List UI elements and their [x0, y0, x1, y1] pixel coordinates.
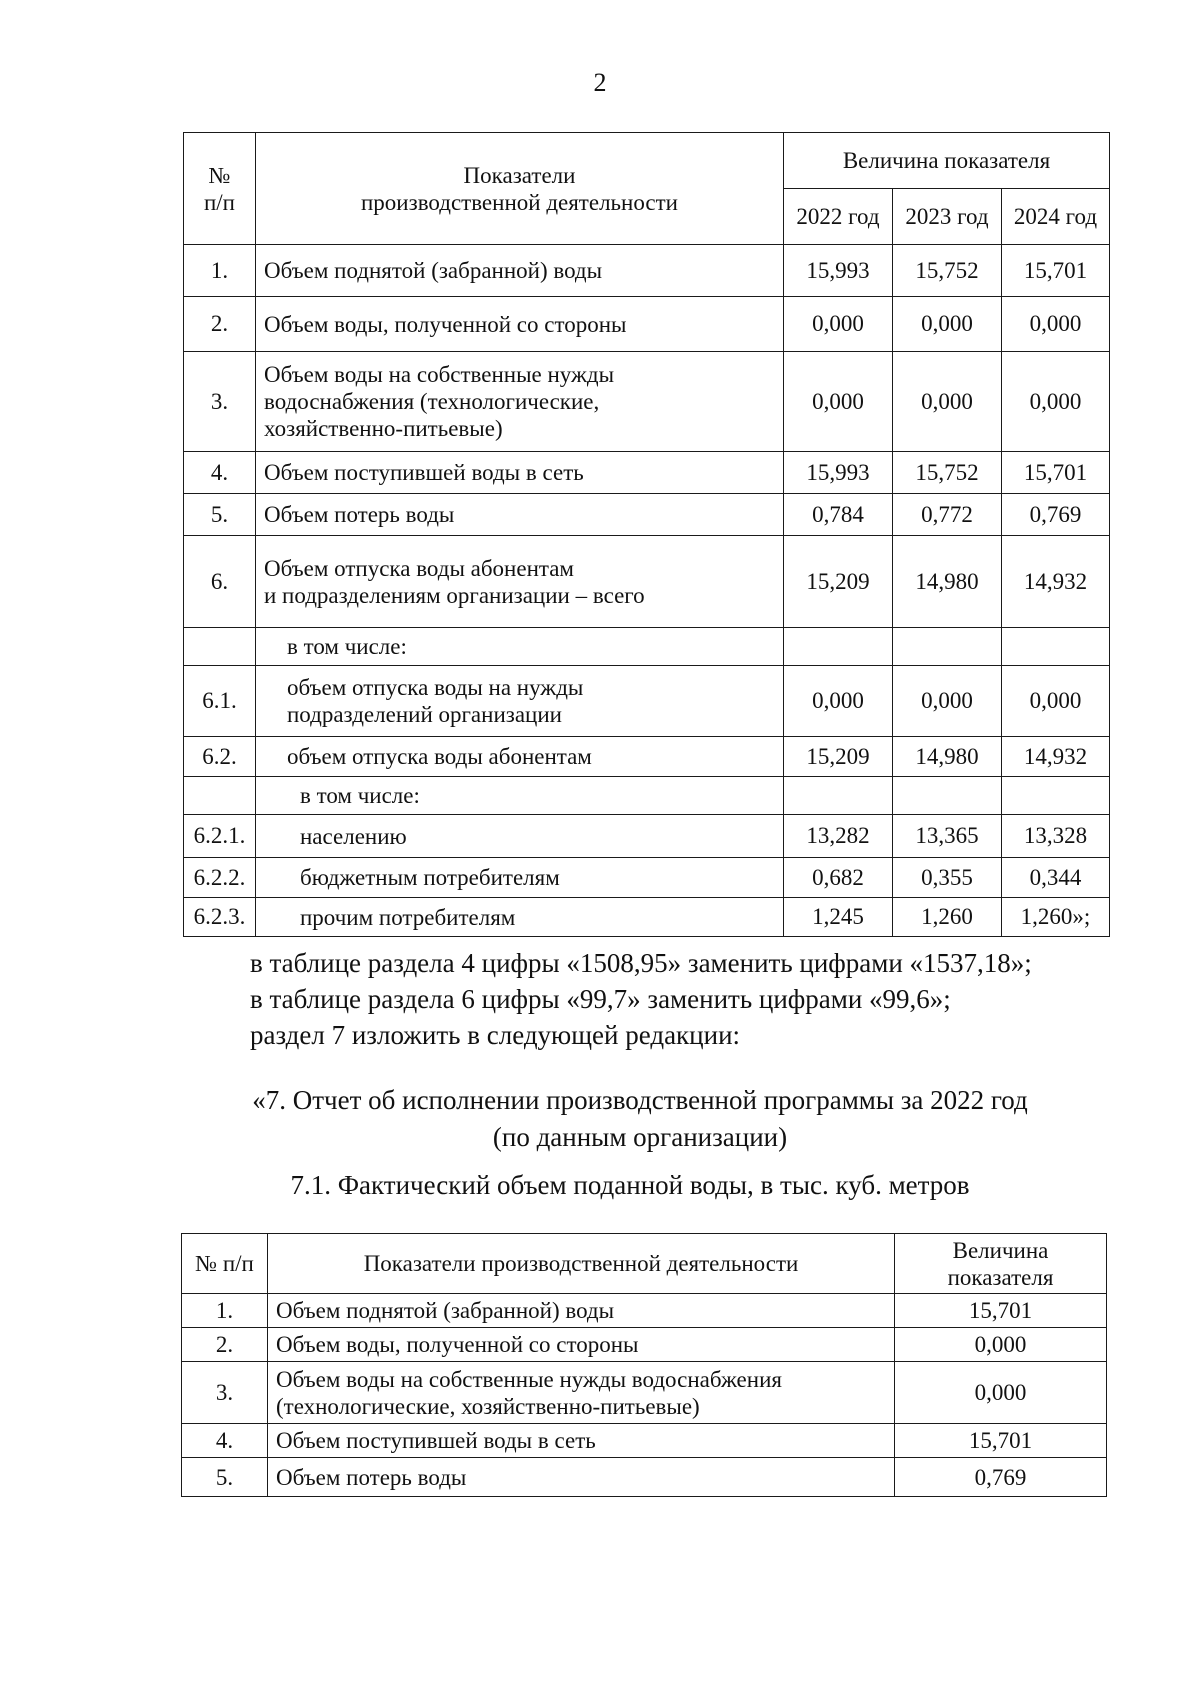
indicator-value: 15,701: [895, 1294, 1107, 1328]
indicator-name: Объем потерь воды: [256, 494, 784, 536]
table-row: [184, 815, 1110, 858]
indicator-value: 13,365: [893, 815, 1002, 858]
table-row: [184, 245, 1110, 297]
indicator-name: Объем воды на собственные нужды водоснабжения (технологические, хозяйственно-питьевые): [268, 1362, 895, 1424]
header-indicator-value: Величина показателя: [784, 133, 1110, 189]
amendment-paragraph: в таблице раздела 4 цифры «1508,95» заменить цифрами «1537,18»;: [250, 948, 1032, 978]
indicator-value: 14,980: [893, 737, 1002, 777]
indicator-value: [893, 777, 1002, 815]
table-row: [182, 1294, 1107, 1328]
indicator-value: 15,701: [1002, 245, 1110, 297]
indicator-name: объем отпуска воды на нужды подразделений организации: [256, 666, 784, 737]
table-row: [184, 628, 1110, 666]
indicator-name: Объем поднятой (забранной) воды: [268, 1294, 895, 1328]
indicator-value: 0,000: [893, 297, 1002, 352]
indicator-value: 15,209: [784, 536, 893, 628]
indicator-value: 0,000: [1002, 666, 1110, 737]
indicator-value: 15,993: [784, 452, 893, 494]
table-row: [184, 452, 1110, 494]
indicator-value: 15,993: [784, 245, 893, 297]
table-row: [184, 352, 1110, 452]
indicator-value: 0,000: [895, 1362, 1107, 1424]
header-num: № п/п: [184, 133, 256, 245]
table-row: [182, 1328, 1107, 1362]
indicator-name: прочим потребителям: [256, 898, 784, 937]
header-indicators: Показатели производственной деятельности: [256, 133, 784, 245]
actual-water-volume-table: [181, 1233, 1107, 1497]
row-number: [184, 628, 256, 666]
production-indicators-table: [183, 132, 1110, 937]
indicator-value: 1,260»;: [1002, 898, 1110, 937]
indicator-value: 0,769: [895, 1458, 1107, 1497]
row-number: 6.1.: [184, 666, 256, 737]
indicator-value: 0,000: [893, 352, 1002, 452]
table-row: [182, 1458, 1107, 1497]
indicator-value: 0,355: [893, 858, 1002, 898]
row-number: 6.2.2.: [184, 858, 256, 898]
page-number: 2: [593, 68, 607, 97]
indicator-value: 0,769: [1002, 494, 1110, 536]
row-number: 1.: [184, 245, 256, 297]
header-year: 2024 год: [1002, 189, 1110, 245]
row-number: 4.: [182, 1424, 268, 1458]
indicator-name: Объем поступившей воды в сеть: [268, 1424, 895, 1458]
indicator-value: 13,282: [784, 815, 893, 858]
indicator-value: 0,344: [1002, 858, 1110, 898]
table-row: [184, 666, 1110, 737]
row-number: 3.: [182, 1362, 268, 1424]
row-number: 4.: [184, 452, 256, 494]
indicator-value: 0,784: [784, 494, 893, 536]
amendment-paragraph: раздел 7 изложить в следующей редакции:: [250, 1020, 741, 1050]
header-num: № п/п: [182, 1234, 268, 1294]
indicator-value: 15,701: [1002, 452, 1110, 494]
indicator-name: Объем воды, полученной со стороны: [268, 1328, 895, 1362]
indicator-name: Объем поднятой (забранной) воды: [256, 245, 784, 297]
row-number: 6.: [184, 536, 256, 628]
indicator-name: в том числе:: [256, 777, 784, 815]
indicator-name: Объем отпуска воды абонентам и подразделениям организации – всего: [256, 536, 784, 628]
indicator-value: 15,752: [893, 245, 1002, 297]
indicator-value: 0,682: [784, 858, 893, 898]
table-row: [184, 297, 1110, 352]
indicator-name: Объем потерь воды: [268, 1458, 895, 1497]
indicator-value: 0,000: [784, 666, 893, 737]
table-row: [184, 777, 1110, 815]
indicator-name: бюджетным потребителям: [256, 858, 784, 898]
section-heading: «7. Отчет об исполнении производственной программы за 2022 год (по данным организации): [252, 1085, 1028, 1152]
indicator-value: 0,000: [784, 297, 893, 352]
table-row: [184, 898, 1110, 937]
indicator-name: в том числе:: [256, 628, 784, 666]
row-number: 5.: [184, 494, 256, 536]
indicator-value: 0,000: [784, 352, 893, 452]
row-number: 3.: [184, 352, 256, 452]
row-number: 2.: [182, 1328, 268, 1362]
indicator-value: 14,932: [1002, 536, 1110, 628]
indicator-name: населению: [256, 815, 784, 858]
indicator-value: 15,752: [893, 452, 1002, 494]
row-number: [184, 777, 256, 815]
row-number: 2.: [184, 297, 256, 352]
indicator-name: Объем поступившей воды в сеть: [256, 452, 784, 494]
indicator-value: [784, 628, 893, 666]
indicator-value: 0,000: [1002, 297, 1110, 352]
indicator-value: [784, 777, 893, 815]
table-row: [182, 1424, 1107, 1458]
indicator-value: 0,000: [893, 666, 1002, 737]
indicator-name: Объем воды на собственные нужды водоснабжения (технологические, хозяйственно-питьевые): [256, 352, 784, 452]
indicator-value: [893, 628, 1002, 666]
row-number: 5.: [182, 1458, 268, 1497]
table-row: [184, 536, 1110, 628]
indicator-name: Объем воды, полученной со стороны: [256, 297, 784, 352]
indicator-value: [1002, 777, 1110, 815]
row-number: 1.: [182, 1294, 268, 1328]
row-number: 6.2.: [184, 737, 256, 777]
header-year: 2023 год: [893, 189, 1002, 245]
indicator-value: 13,328: [1002, 815, 1110, 858]
indicator-value: 1,245: [784, 898, 893, 937]
indicator-value: 1,260: [893, 898, 1002, 937]
indicator-name: объем отпуска воды абонентам: [256, 737, 784, 777]
table-row: [184, 737, 1110, 777]
table-row: [184, 858, 1110, 898]
header-year: 2022 год: [784, 189, 893, 245]
indicator-value: [1002, 628, 1110, 666]
indicator-value: 15,209: [784, 737, 893, 777]
row-number: 6.2.1.: [184, 815, 256, 858]
header-indicators: Показатели производственной деятельности: [268, 1234, 895, 1294]
indicator-value: 14,932: [1002, 737, 1110, 777]
subsection-heading: 7.1. Фактический объем поданной воды, в тыс. куб. метров: [290, 1170, 970, 1200]
row-number: 6.2.3.: [184, 898, 256, 937]
indicator-value: 0,000: [1002, 352, 1110, 452]
indicator-value: 15,701: [895, 1424, 1107, 1458]
indicator-value: 14,980: [893, 536, 1002, 628]
header-indicator-value: Величина показателя: [895, 1234, 1107, 1294]
table-row: [182, 1362, 1107, 1424]
amendment-paragraph: в таблице раздела 6 цифры «99,7» заменить цифрами «99,6»;: [250, 984, 951, 1014]
indicator-value: 0,772: [893, 494, 1002, 536]
table-row: [184, 494, 1110, 536]
indicator-value: 0,000: [895, 1328, 1107, 1362]
